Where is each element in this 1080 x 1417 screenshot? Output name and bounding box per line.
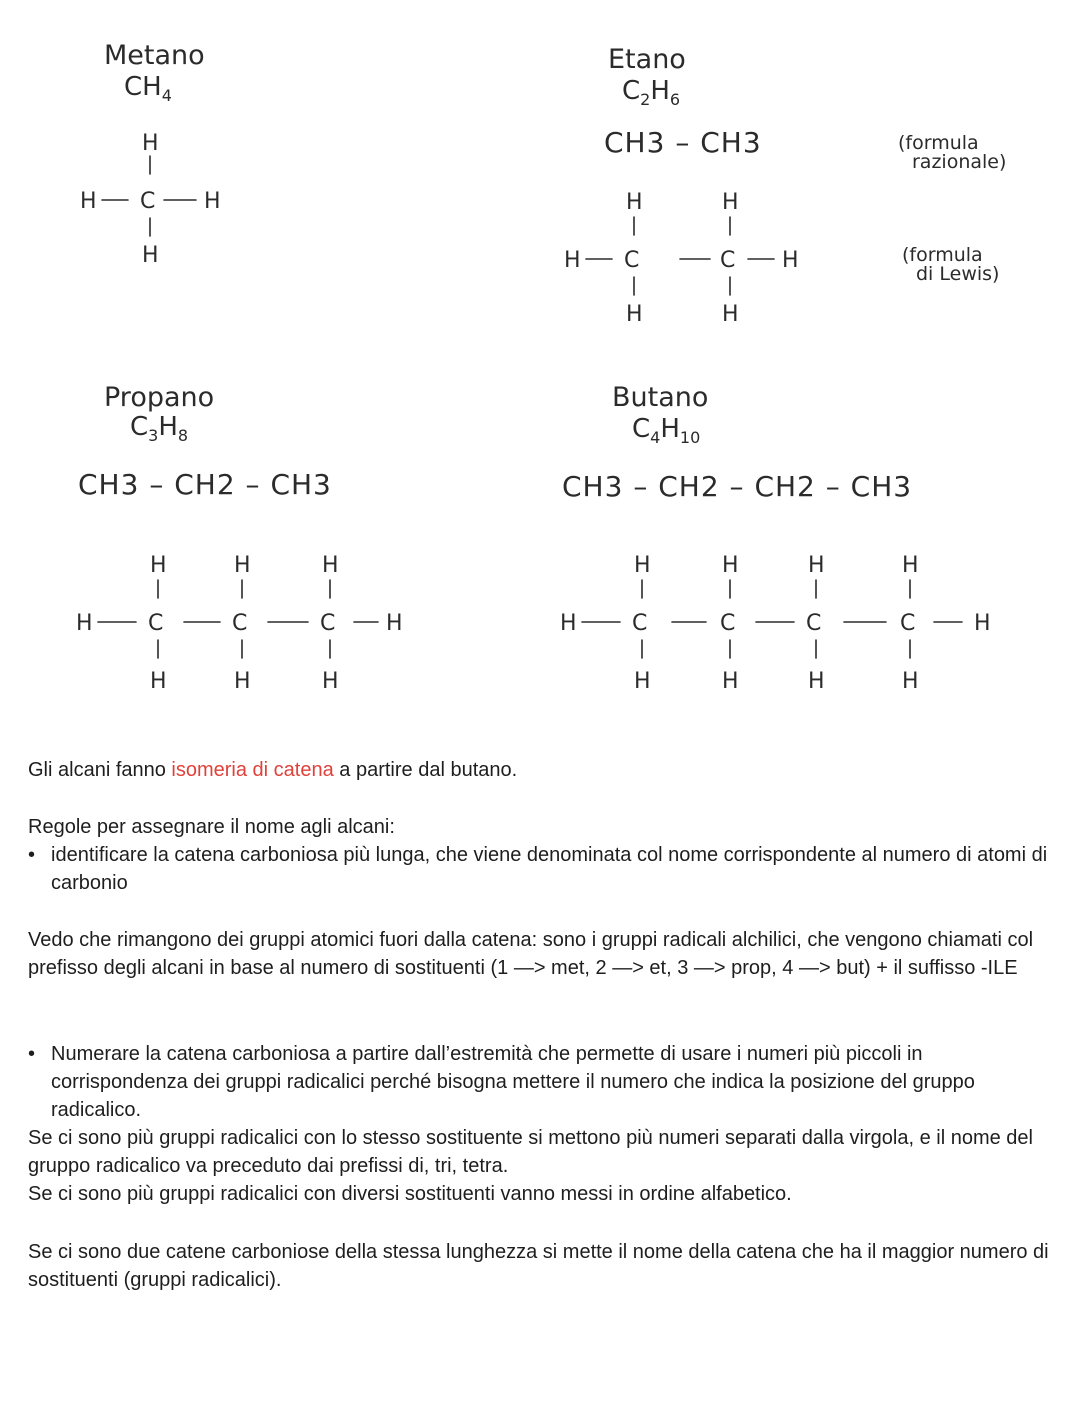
atom-h: H [142, 131, 159, 156]
atom-h: H [634, 553, 651, 578]
atom-h: H [234, 553, 251, 578]
butane-rational-formula: CH3 – CH2 – CH2 – CH3 [562, 470, 913, 503]
isomery-paragraph: Gli alcani fanno isomeria di catena a partire dal butano. [28, 759, 518, 781]
atom-h: H [76, 611, 93, 636]
numbering-rules [28, 1040, 1058, 1208]
atom-h: H [634, 669, 651, 694]
atom-h: H [322, 553, 339, 578]
atom-h: H [626, 302, 643, 327]
atom-h: H [560, 611, 577, 636]
atom-h: H [782, 248, 799, 273]
atom-h: H [234, 669, 251, 694]
atom-c: C [140, 189, 156, 214]
ethane-rational-formula: CH3 – CH3 [604, 126, 762, 159]
atom-h: H [386, 611, 403, 636]
atom-h: H [808, 553, 825, 578]
rule-longest-chain: • identificare la catena carboniosa più lunga, che viene denominata col nome corrispondente al numero di atomi di carbonio [28, 841, 1058, 897]
butane-name: Butano [612, 382, 709, 413]
atom-c: C [320, 611, 336, 636]
atom-c: C [148, 611, 164, 636]
radicals-paragraph: Vedo che rimangono dei gruppi atomici fuori dalla catena: sono i gruppi radicali alchilici, che vengono chiamati col prefisso degli alcani in base al numero di sostituenti (1 —> met, 2 —> et, 3 —> prop, 4 —> but) + il suffisso -ILE [28, 929, 1034, 979]
atom-h: H [974, 611, 991, 636]
same-substituent-rule: Se ci sono più gruppi radicalici con lo stesso sostituente si mettono più numeri separati dalla virgola, e il nome del gruppo radicalico va preceduto dai prefissi di, tri, tetra. [28, 1127, 1033, 1177]
atom-h: H [322, 669, 339, 694]
atom-c: C [632, 611, 648, 636]
ethane-lewis-structure [560, 185, 850, 335]
atom-h: H [80, 189, 97, 214]
rule-numbering: • Numerare la catena carboniosa a partire dall’estremità che permette di usare i numeri più piccoli in corrispondenza dei gruppi radicalici perché bisogna mettere il numero che indica la posizione del gruppo radicalico. [28, 1040, 1058, 1124]
atom-h: H [150, 669, 167, 694]
ethane-rational-note: (formula razionale) [898, 132, 1007, 173]
atom-h: H [722, 302, 739, 327]
atom-h: H [902, 669, 919, 694]
methane-name: Metano [104, 40, 205, 71]
atom-h: H [808, 669, 825, 694]
atom-h: H [142, 243, 159, 268]
atom-h: H [564, 248, 581, 273]
rules-title: Regole per assegnare il nome agli alcani: [28, 816, 395, 838]
naming-rules [28, 813, 1058, 897]
atom-h: H [626, 190, 643, 215]
ethane-lewis-note: (formula di Lewis) [902, 244, 1000, 285]
atom-h: H [722, 190, 739, 215]
atom-c: C [720, 248, 736, 273]
butane-formula: $C_4H_{10}$ [632, 414, 701, 448]
atom-c: C [720, 611, 736, 636]
methane-lewis-structure [70, 120, 250, 270]
propane-rational-formula: CH3 – CH2 – CH3 [78, 468, 332, 501]
atom-h: H [722, 669, 739, 694]
two-chains-paragraph: Se ci sono due catene carboniose della stessa lunghezza si mette il nome della catena che ha il maggior numero di sostituenti (gruppi radicalici). [28, 1241, 1049, 1291]
isomery-highlight: isomeria di catena [171, 759, 334, 781]
propane-formula: $C_3H_8$ [130, 412, 189, 446]
atom-c: C [806, 611, 822, 636]
methane-formula: $CH_4$ [124, 72, 172, 106]
atom-c: C [900, 611, 916, 636]
atom-h: H [204, 189, 221, 214]
atom-h: H [150, 553, 167, 578]
atom-h: H [722, 553, 739, 578]
ethane-formula: $C_2H_6$ [622, 76, 681, 110]
propane-lewis-structure [72, 548, 452, 698]
atom-c: C [232, 611, 248, 636]
atom-h: H [902, 553, 919, 578]
butane-lewis-structure [556, 548, 1016, 698]
different-substituent-rule: Se ci sono più gruppi radicalici con diversi sostituenti vanno messi in ordine alfabetico. [28, 1183, 792, 1205]
propane-name: Propano [104, 382, 215, 413]
ethane-name: Etano [608, 44, 686, 75]
atom-c: C [624, 248, 640, 273]
